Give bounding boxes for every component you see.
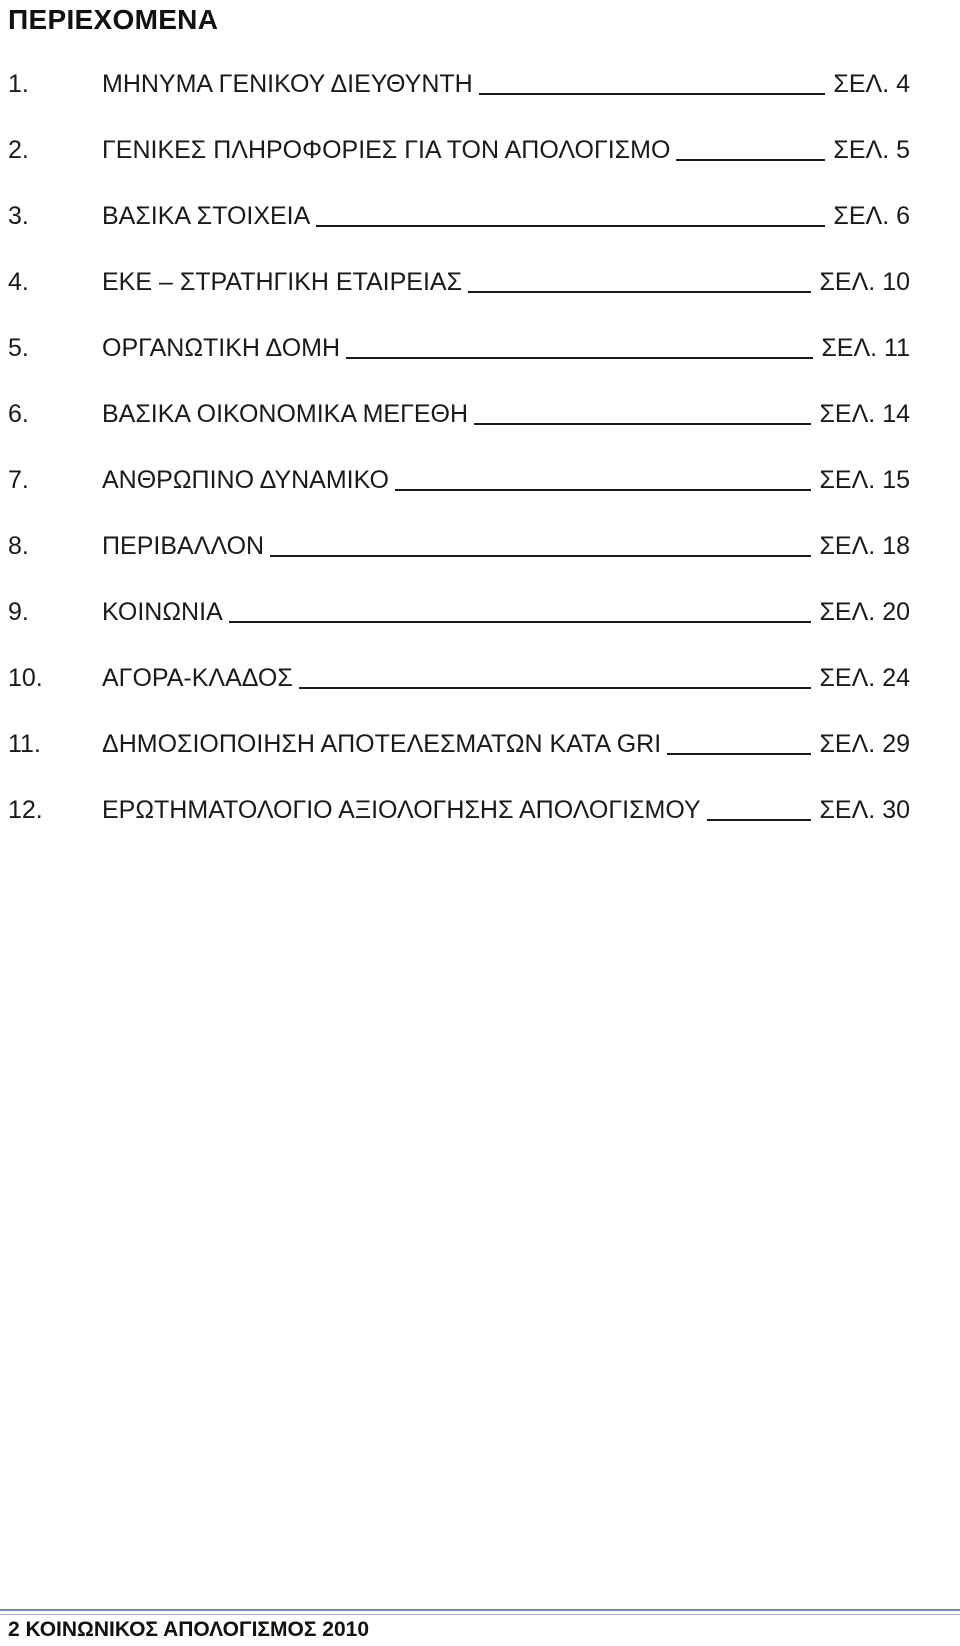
toc-entry[interactable] (0, 462, 960, 528)
toc-entry-title: ΕΡΩΤΗΜΑΤΟΛΟΓΙΟ ΑΞΙΟΛΟΓΗΣΗΣ ΑΠΟΛΟΓΙΣΜΟΥ (102, 796, 701, 824)
toc-entry-number: 7. (8, 466, 29, 494)
toc-entry-title: ΟΡΓΑΝΩΤΙΚΗ ΔΟΜΗ (102, 334, 341, 362)
toc-entry-number: 4. (8, 268, 29, 296)
toc-entry-title: ΠΕΡΙΒΑΛΛΟΝ (102, 532, 265, 560)
toc-entry-title: ΓΕΝΙΚΕΣ ΠΛΗΡΟΦΟΡΙΕΣ ΓΙΑ ΤΟΝ ΑΠΟΛΟΓΙΣΜΟ (102, 136, 671, 164)
toc-entry-number: 5. (8, 334, 29, 362)
toc-entry-body (102, 664, 910, 693)
toc-entry-page: ΣΕΛ. 30 (819, 796, 910, 824)
toc-list (0, 66, 960, 858)
page-footer: 2 ΚΟΙΝΩΝΙΚΟΣ ΑΠΟΛΟΓΙΣΜΟΣ 2010 (8, 1618, 369, 1641)
toc-entry[interactable] (0, 330, 960, 396)
toc-entry-number: 10. (8, 664, 43, 692)
toc-entry-title: ΑΝΘΡΩΠΙΝΟ ΔΥΝΑΜΙΚΟ (102, 466, 389, 494)
toc-entry-number: 12. (8, 796, 43, 824)
page-title: ΠΕΡΙΕΧΟΜΕΝΑ (8, 4, 219, 35)
toc-entry-body (102, 400, 910, 429)
toc-entry[interactable] (0, 264, 960, 330)
toc-entry-body (102, 268, 910, 297)
toc-leader-line (468, 291, 811, 293)
toc-entry-title: ΒΑΣΙΚΑ ΟΙΚΟΝΟΜΙΚΑ ΜΕΓΕΘΗ (102, 400, 469, 428)
toc-entry-page: ΣΕΛ. 5 (833, 136, 910, 164)
toc-entry-page: ΣΕΛ. 20 (819, 598, 910, 626)
toc-leader-line (395, 489, 811, 491)
toc-entry-body (102, 466, 910, 495)
toc-entry-number: 6. (8, 400, 29, 428)
toc-entry-page: ΣΕΛ. 29 (819, 730, 910, 758)
toc-entry-title: ΚΟΙΝΩΝΙΑ (102, 598, 223, 626)
toc-entry-title: ΜΗΝΥΜΑ ΓΕΝΙΚΟΥ ΔΙΕΥΘΥΝΤΗ (102, 70, 473, 98)
toc-entry-page: ΣΕΛ. 10 (819, 268, 910, 296)
toc-entry-number: 2. (8, 136, 29, 164)
toc-entry-body (102, 334, 910, 363)
toc-entry-body (102, 796, 910, 825)
toc-entry-page: ΣΕΛ. 14 (819, 400, 910, 428)
toc-leader-line (667, 753, 811, 755)
toc-entry-body (102, 70, 910, 99)
toc-entry-number: 1. (8, 70, 29, 98)
toc-leader-line (229, 621, 812, 623)
toc-entry-page: ΣΕΛ. 24 (819, 664, 910, 692)
toc-leader-line (474, 423, 811, 425)
toc-entry[interactable] (0, 792, 960, 858)
footer-divider (0, 1609, 960, 1611)
toc-entry[interactable] (0, 594, 960, 660)
toc-entry-title: ΔΗΜΟΣΙΟΠΟΙΗΣΗ ΑΠΟΤΕΛΕΣΜΑΤΩΝ ΚΑΤΑ GRI (102, 730, 662, 758)
toc-entry-body (102, 730, 910, 759)
toc-leader-line (707, 819, 812, 821)
toc-entry-page: ΣΕΛ. 4 (833, 70, 910, 98)
toc-entry[interactable] (0, 726, 960, 792)
toc-entry-number: 3. (8, 202, 29, 230)
toc-leader-line (316, 225, 825, 227)
toc-leader-line (299, 687, 812, 689)
toc-entry-body (102, 532, 910, 561)
toc-entry-page: ΣΕΛ. 6 (833, 202, 910, 230)
toc-entry-body (102, 598, 910, 627)
toc-entry-title: ΑΓΟΡΑ-ΚΛΑΔΟΣ (102, 664, 293, 692)
toc-entry-body (102, 202, 910, 231)
toc-entry-page: ΣΕΛ. 18 (819, 532, 910, 560)
toc-entry[interactable] (0, 66, 960, 132)
toc-entry-page: ΣΕΛ. 15 (819, 466, 910, 494)
toc-entry[interactable] (0, 198, 960, 264)
toc-leader-line (479, 93, 826, 95)
toc-entry[interactable] (0, 660, 960, 726)
toc-entry-page: ΣΕΛ. 11 (821, 334, 910, 362)
toc-entry-number: 9. (8, 598, 29, 626)
toc-entry-body (102, 136, 910, 165)
toc-entry-number: 8. (8, 532, 29, 560)
toc-entry-title: ΒΑΣΙΚΑ ΣΤΟΙΧΕΙΑ (102, 202, 311, 230)
toc-leader-line (270, 555, 811, 557)
toc-entry[interactable] (0, 132, 960, 198)
toc-entry-number: 11. (8, 730, 41, 758)
toc-entry[interactable] (0, 396, 960, 462)
toc-entry[interactable] (0, 528, 960, 594)
toc-leader-line (676, 159, 825, 161)
footer-divider-thin (0, 1614, 960, 1615)
toc-entry-title: ΕΚΕ – ΣΤΡΑΤΗΓΙΚΗ ΕΤΑΙΡΕΙΑΣ (102, 268, 463, 296)
toc-leader-line (346, 357, 813, 359)
